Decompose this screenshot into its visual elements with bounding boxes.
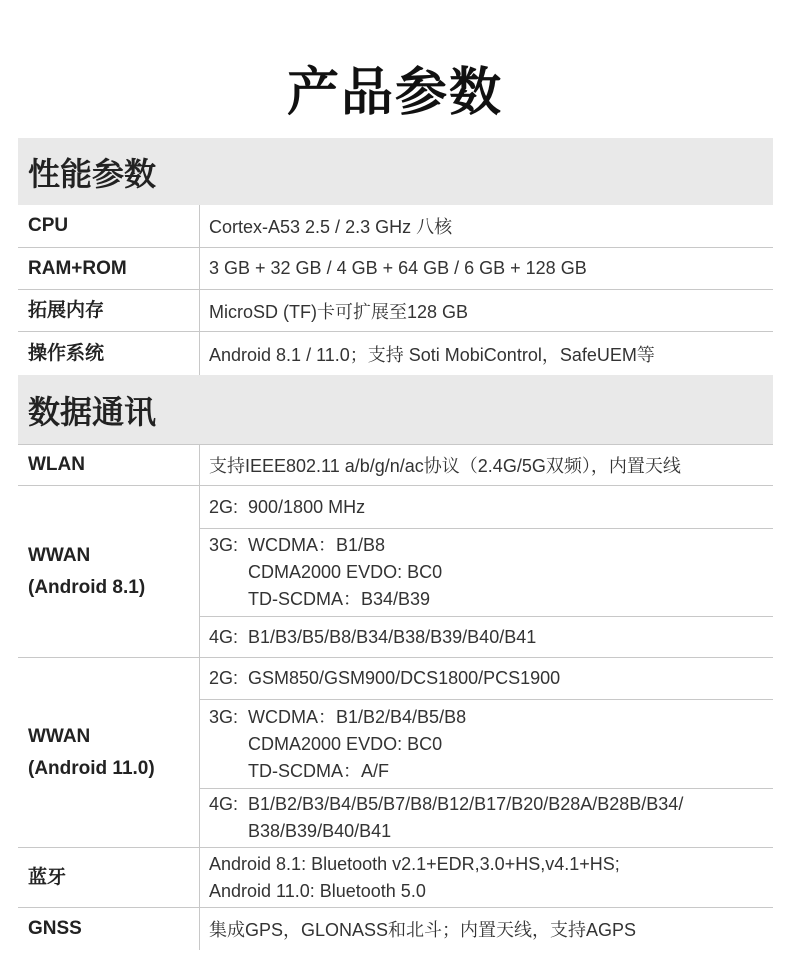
table-row: [18, 332, 773, 375]
row-value: 3 GB + 32 GB / 4 GB + 64 GB / 6 GB + 128 GB: [209, 258, 587, 278]
row-label: CPU: [18, 205, 200, 247]
band-line: B1/B3/B5/B8/B34/B38/B39/B40/B41: [248, 626, 537, 647]
band-line: TD-SCDMA：A/F: [248, 760, 390, 781]
row-value: 支持IEEE802.11 a/b/g/n/ac协议（2.4G/5G双频），内置天线: [209, 456, 681, 476]
row-label-line: WWAN: [28, 725, 91, 747]
band-line: B1/B2/B3/B4/B5/B7/B8/B12/B17/B20/B28A/B28B/B34/: [248, 794, 684, 814]
spec-table: [18, 138, 773, 950]
section-heading-performance: 性能参数: [18, 138, 773, 205]
row-label: GNSS: [18, 908, 200, 950]
table-row: [18, 205, 773, 248]
row-label: [18, 658, 200, 847]
table-row: [18, 248, 773, 290]
row-label: RAM+ROM: [18, 248, 200, 289]
row-value: MicroSD (TF)卡可扩展至128 GB: [209, 301, 469, 322]
band-line: CDMA2000 EVDO: BC0: [248, 733, 443, 754]
band-4g: [200, 617, 773, 657]
band-2g: [200, 658, 773, 700]
band-line: B38/B39/B40/B41: [248, 821, 392, 841]
row-label-line: (Android 11.0): [28, 757, 155, 779]
table-row-wwan-11-0: [18, 658, 773, 848]
band-prefix: 2G:: [209, 668, 249, 688]
row-label: 蓝牙: [18, 848, 200, 907]
page-title: 产品参数: [286, 64, 503, 122]
band-line: WCDMA：B1/B2/B4/B5/B8: [248, 706, 467, 727]
table-row-gnss: [18, 908, 773, 950]
table-row-wlan: [18, 444, 773, 486]
row-label-line: (Android 8.1): [28, 576, 146, 598]
band-prefix: 3G:: [209, 706, 249, 727]
table-row-wwan-8-1: [18, 486, 773, 658]
row-label: 拓展内存: [18, 290, 200, 331]
band-prefix: 3G:: [209, 535, 249, 555]
band-line: GSM850/GSM900/DCS1800/PCS1900: [248, 668, 561, 688]
band-prefix: 2G:: [209, 496, 249, 517]
row-label: [18, 486, 200, 657]
table-row-bluetooth: [18, 848, 773, 908]
row-value: [200, 848, 773, 907]
band-3g: [200, 700, 773, 789]
row-label: WLAN: [18, 445, 200, 485]
row-label-line: WWAN: [28, 544, 91, 566]
band-4g: [200, 789, 773, 847]
band-3g: [200, 529, 773, 617]
row-value: Android 8.1 / 11.0；支持 Soti MobiControl，SafeUEM等: [209, 344, 655, 365]
band-prefix: 4G:: [209, 626, 249, 647]
band-line: CDMA2000 EVDO: BC0: [248, 562, 443, 582]
section-heading-data-communication: 数据通讯: [18, 375, 773, 444]
band-line: WCDMA：B1/B8: [248, 535, 386, 555]
band-prefix: 4G:: [209, 794, 249, 814]
band-line: TD-SCDMA：B34/B39: [248, 589, 431, 609]
row-label: 操作系统: [18, 332, 200, 375]
band-2g: [200, 486, 773, 529]
band-line: 900/1800 MHz: [248, 496, 366, 517]
row-value: Cortex-A53 2.5 / 2.3 GHz 八核: [209, 217, 453, 237]
row-value: 集成GPS，GLONASS和北斗；内置天线，支持AGPS: [209, 920, 637, 940]
table-row: [18, 290, 773, 332]
row-value-line: Android 11.0: Bluetooth 5.0: [209, 880, 426, 901]
row-value-line: Android 8.1: Bluetooth v2.1+EDR,3.0+HS,v4.1+HS;: [209, 853, 620, 874]
